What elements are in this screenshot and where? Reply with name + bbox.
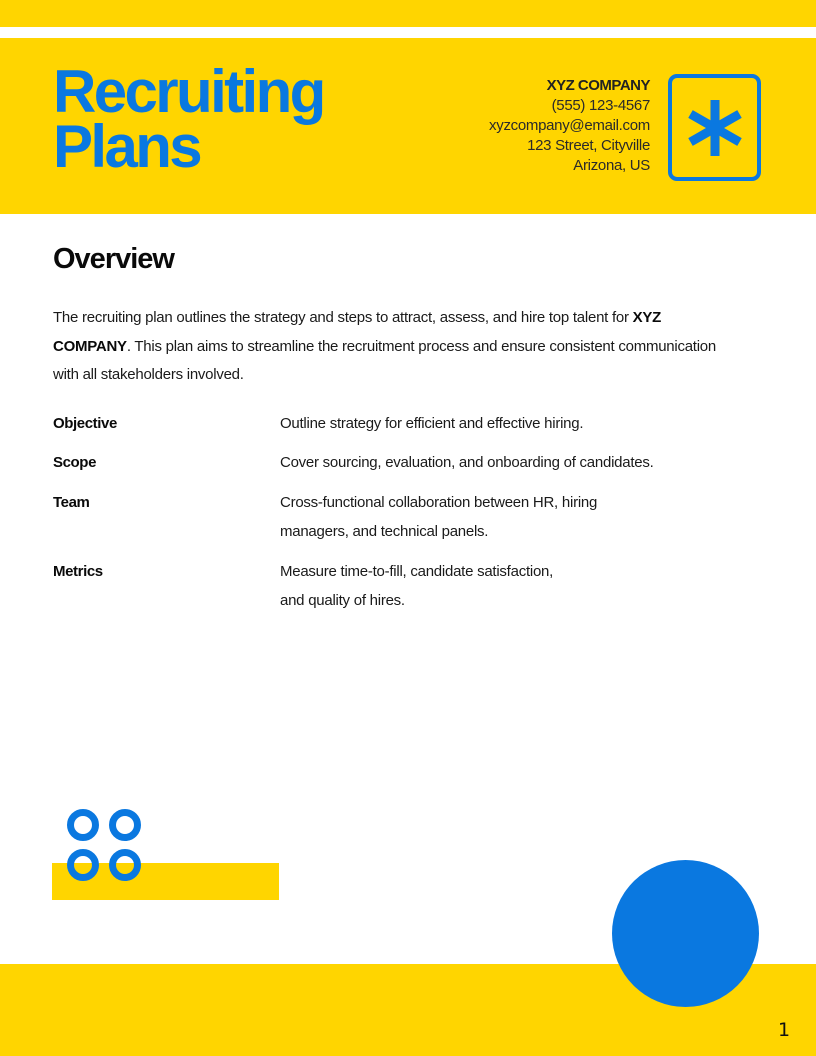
- page-number: 1: [778, 1019, 791, 1041]
- overview-heading: Overview: [53, 243, 174, 275]
- row-value: [280, 488, 700, 546]
- decorative-ring-icon: [67, 849, 99, 881]
- row-label: Metrics: [53, 563, 103, 580]
- decorative-blue-circle: [612, 860, 759, 1007]
- row-value-line: Measure time-to-fill, candidate satisfaction,: [280, 563, 554, 580]
- row-value-line: Outline strategy for efficient and effective hiring.: [280, 415, 584, 432]
- decorative-ring-icon: [109, 849, 141, 881]
- intro-text-2: . This plan aims to streamline the recruitment process and ensure consistent communication with all stakeholders involved.: [53, 337, 716, 383]
- company-logo: [668, 74, 761, 181]
- row-label: Team: [53, 494, 90, 511]
- row-value-line: and quality of hires.: [280, 592, 405, 609]
- decorative-ring-icon: [67, 809, 99, 841]
- company-name: XYZ COMPANY: [546, 77, 650, 94]
- row-value-line: managers, and technical panels.: [280, 523, 489, 540]
- row-value: [280, 557, 700, 615]
- decorative-ring-icon: [109, 809, 141, 841]
- row-value-line: Cross-functional collaboration between HR, hiring: [280, 494, 598, 511]
- overview-intro: [53, 304, 733, 390]
- row-label: Scope: [53, 454, 97, 471]
- company-contact-block: [489, 76, 650, 176]
- row-value: [280, 409, 700, 438]
- header-banner: [0, 38, 816, 214]
- company-address-line-1: 123 Street, Cityville: [527, 137, 650, 154]
- company-email: xyzcompany@email.com: [489, 117, 650, 134]
- row-value: [280, 448, 700, 477]
- asterisk-icon: [685, 98, 745, 158]
- row-value-line: Cover sourcing, evaluation, and onboarding of candidates.: [280, 454, 654, 471]
- company-address-line-2: Arizona, US: [573, 157, 650, 174]
- intro-company-bold: XYZ COMPANY: [53, 309, 662, 355]
- title-line-2: Plans: [53, 113, 201, 180]
- top-yellow-strip: [0, 0, 816, 27]
- title-line-1: Recruiting: [53, 58, 324, 125]
- company-phone: (555) 123-4567: [551, 97, 650, 114]
- intro-text-1: The recruiting plan outlines the strategy and steps to attract, assess, and hire top talent for: [53, 309, 633, 326]
- row-label: Objective: [53, 415, 117, 432]
- page-title: [53, 58, 383, 180]
